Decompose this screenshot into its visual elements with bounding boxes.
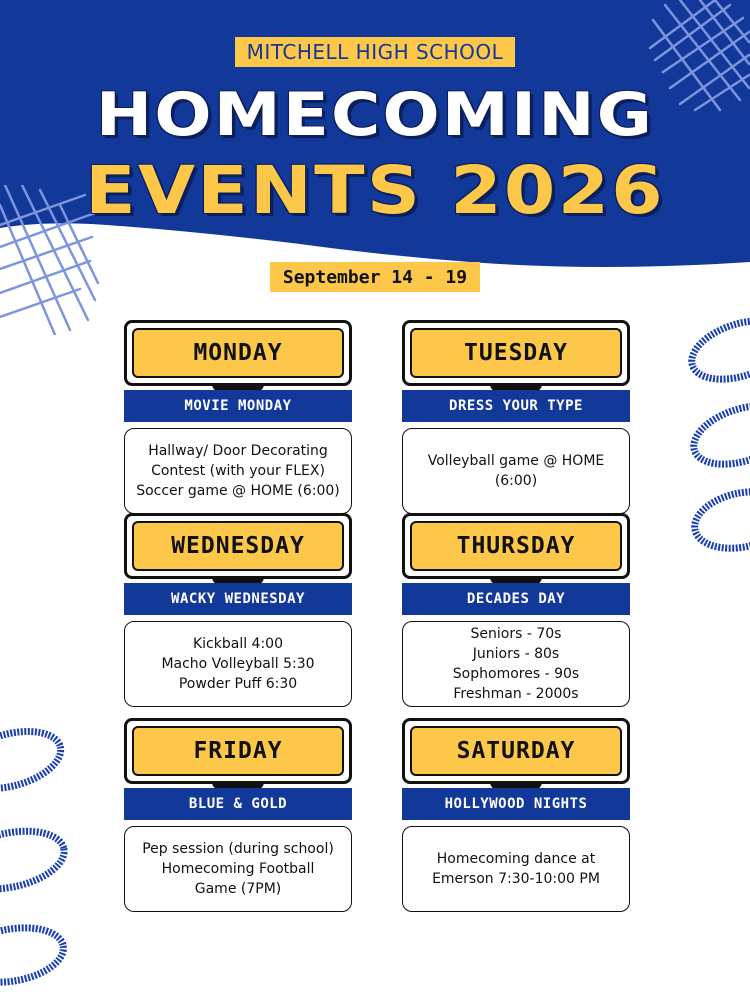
theme-label: DRESS YOUR TYPE bbox=[402, 390, 630, 422]
theme-label: BLUE & GOLD bbox=[124, 788, 352, 820]
event-line: Sophomores - 90s bbox=[452, 666, 580, 682]
event-line: Contest (with your FLEX) bbox=[151, 463, 325, 479]
event-line: Kickball 4:00 bbox=[192, 636, 283, 652]
day-plate bbox=[402, 718, 630, 784]
event-line: Homecoming Football bbox=[161, 861, 315, 877]
event-line: Pep session (during school) bbox=[142, 841, 334, 857]
events-box bbox=[124, 428, 352, 514]
day-label: FRIDAY bbox=[132, 726, 344, 776]
event-line: Soccer game @ HOME (6:00) bbox=[136, 483, 340, 499]
day-plate bbox=[402, 513, 630, 579]
theme-label: HOLLYWOOD NIGHTS bbox=[402, 788, 630, 820]
event-line: Powder Puff 6:30 bbox=[178, 676, 298, 692]
day-plate bbox=[124, 718, 352, 784]
theme-label: DECADES DAY bbox=[402, 583, 630, 615]
event-line: Game (7PM) bbox=[194, 881, 282, 897]
day-label: WEDNESDAY bbox=[132, 521, 344, 571]
events-box bbox=[124, 826, 352, 912]
date-range-tag: September 14 - 19 bbox=[270, 262, 480, 292]
day-label: SATURDAY bbox=[410, 726, 622, 776]
event-line: Volleyball game @ HOME bbox=[427, 453, 605, 469]
events-box bbox=[124, 621, 352, 707]
day-plate bbox=[124, 320, 352, 386]
day-label: THURSDAY bbox=[410, 521, 622, 571]
loop-decoration-right bbox=[680, 305, 750, 575]
school-name-tag: MITCHELL HIGH SCHOOL bbox=[235, 37, 515, 67]
event-line: Hallway/ Door Decorating bbox=[148, 443, 328, 459]
day-card-saturday bbox=[402, 718, 630, 996]
day-plate bbox=[402, 320, 630, 386]
events-box bbox=[402, 826, 630, 912]
theme-label: WACKY WEDNESDAY bbox=[124, 583, 352, 615]
day-label: MONDAY bbox=[132, 328, 344, 378]
events-box bbox=[402, 428, 630, 514]
title-events-year: EVENTS 2026 bbox=[85, 152, 665, 229]
theme-label: MOVIE MONDAY bbox=[124, 390, 352, 422]
loop-decoration-left bbox=[0, 715, 80, 1000]
title-homecoming: HOMECOMING bbox=[95, 80, 655, 150]
event-line: Seniors - 70s bbox=[470, 626, 562, 642]
event-line: Freshman - 2000s bbox=[453, 686, 579, 702]
event-line: Homecoming dance at bbox=[436, 851, 596, 867]
event-line: Emerson 7:30-10:00 PM bbox=[432, 871, 600, 887]
day-card-friday bbox=[124, 718, 352, 996]
event-line: Juniors - 80s bbox=[472, 646, 560, 662]
events-box bbox=[402, 621, 630, 707]
day-label: TUESDAY bbox=[410, 328, 622, 378]
event-line: Macho Volleyball 5:30 bbox=[161, 656, 315, 672]
event-line: (6:00) bbox=[494, 473, 538, 489]
day-plate bbox=[124, 513, 352, 579]
